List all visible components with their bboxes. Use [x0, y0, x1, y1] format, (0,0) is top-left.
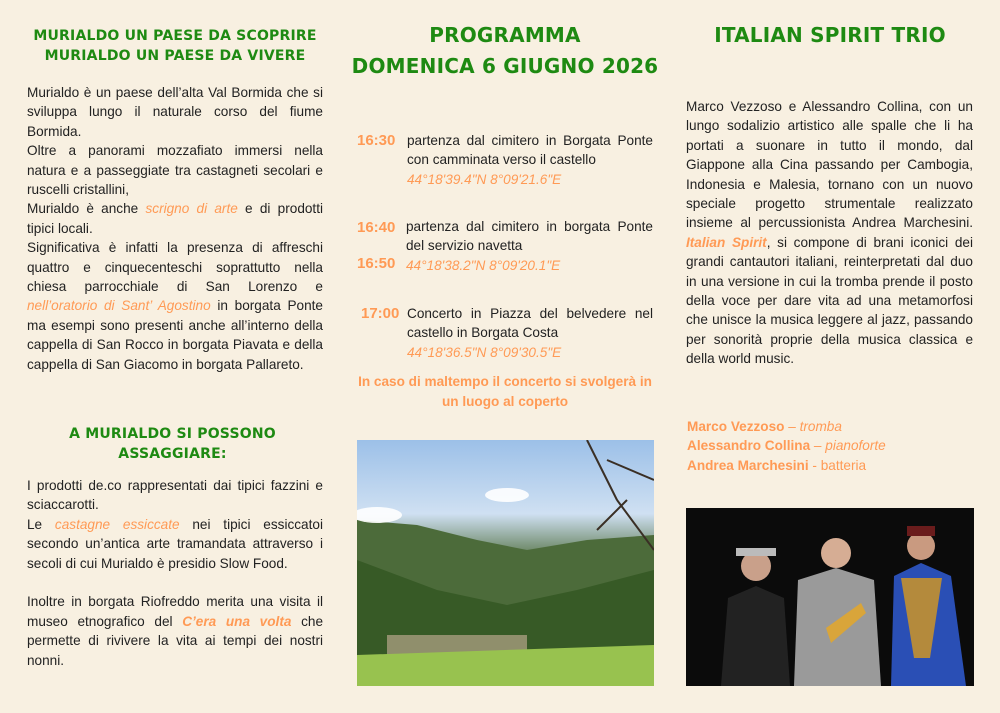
- member-role: pianoforte: [825, 438, 886, 454]
- separator: -: [808, 457, 821, 473]
- highlight: nell’oratorio di Sant’ Agostino: [27, 298, 211, 314]
- event-3: [357, 304, 657, 364]
- paragraph: [27, 238, 323, 374]
- member-name: Marco Vezzoso: [687, 419, 785, 434]
- event-1: [357, 131, 657, 191]
- highlight: Italian Spirit: [686, 234, 767, 250]
- intro-text: [27, 83, 323, 374]
- paragraph: [27, 199, 323, 238]
- event-time: 16:40: [357, 219, 396, 236]
- event-text: partenza dal cimitero in Borgata Ponte con camminata verso il castello: [407, 133, 653, 168]
- member: [687, 456, 977, 475]
- highlight: scrigno di arte: [145, 201, 238, 217]
- event-time: 17:00: [361, 305, 400, 322]
- program-title: [345, 20, 665, 82]
- event-text: Concerto in Piazza del belvedere nel castello in Borgata Costa: [407, 306, 653, 341]
- text: , si compone di brani iconici dei grandi cantautori italiani, reinterpretati dal duo in una versione in cui la tromba prende il posto della voce per dare vita ad una metamorfosi che unisce la musica leggere al jazz, passando per sonorità proprie della musica classica e della world music.: [686, 234, 973, 367]
- landscape-photo: [357, 440, 654, 686]
- member: [687, 417, 977, 436]
- text: Murialdo è anche: [27, 201, 146, 217]
- trio-photo: [686, 508, 974, 686]
- event-coord: 44°18'36.5"N 8°09'30.5"E: [407, 344, 562, 360]
- member-name: Alessandro Collina: [687, 438, 811, 454]
- member-name: Andrea Marchesini: [687, 457, 809, 473]
- paragraph: I prodotti de.co rappresentati dai tipici fazzini e sciaccarotti.: [27, 478, 323, 513]
- text: che permette di rivivere la vita ai tempi dei nostri nonni.: [27, 613, 324, 668]
- heading-line: MURIALDO UN PAESE DA SCOPRIRE: [33, 28, 317, 44]
- text: Marco Vezzoso e Alessandro Collina, con un lungo sodalizio artistico alle spalle che li ha portati a suonare in tutto il mondo, dal Giappone alla Cina passando per Cambogia, Indonesia e Malesia, tornano con un nuovo speciale progetto strumentale realizzato insieme al percussionista Andrea Marchesini.: [686, 99, 973, 231]
- paragraph: Murialdo è un paese dell’alta Val Bormida che si sviluppa lungo il naturale corso del fiume Bormida.: [27, 85, 323, 139]
- text: e di prodotti tipici locali.: [27, 201, 324, 236]
- text: Le: [27, 516, 55, 532]
- paragraph: [27, 515, 323, 573]
- paragraph: Oltre a panorami mozzafiato immersi nella natura e a passeggiate tra castagneti secolari e ruscelli cristallini,: [27, 143, 323, 198]
- event-time: 16:50: [357, 255, 396, 272]
- text: in borgata Ponte ma esempi sono presenti anche all’interno della cappella di San Rocco in borgata Piavata e della cappella di San Giacomo in borgata Pallareto.: [27, 298, 323, 372]
- member-role: tromba: [799, 419, 842, 434]
- text: Significativa è infatti la presenza di affreschi quattro e cinquecenteschi soprattutto nella chiesa parrocchiale di San Lorenzo e: [27, 240, 323, 295]
- event-time: 16:30: [357, 132, 396, 149]
- event-coord: 44°18'39.4"N 8°09'21.6"E: [407, 171, 562, 187]
- paragraph: [27, 592, 323, 670]
- event-2: [357, 217, 657, 277]
- members-list: [687, 417, 977, 475]
- title-line: DOMENICA 6 GIUGNO 2026: [351, 54, 659, 78]
- event-coord: 44°18'38.2"N 8°09'20.1"E: [406, 257, 561, 273]
- products-text: [27, 476, 323, 670]
- trio-title: ITALIAN SPIRIT TRIO: [714, 23, 946, 47]
- title-line: PROGRAMMA: [429, 23, 581, 47]
- event-text: partenza dal cimitero in borgata Ponte del servizio navetta: [406, 219, 653, 254]
- text: nei tipici essiccatoi secondo un’antica arte tramandata attraverso i secoli di cui Murialdo è presidio Slow Food.: [27, 516, 323, 571]
- heading-line: MURIALDO UN PAESE DA VIVERE: [44, 48, 306, 64]
- heading-line: ASSAGGIARE:: [118, 446, 227, 462]
- member-role: batteria: [820, 457, 867, 473]
- heading-discover: [20, 26, 330, 66]
- highlight: castagne essiccate: [54, 516, 180, 532]
- trio-figures: [686, 508, 974, 686]
- separator: –: [810, 438, 826, 454]
- heading-taste: [20, 424, 325, 464]
- trio-description: [686, 97, 973, 369]
- text: Inoltre in borgata Riofreddo merita una visita il museo etnografico del: [27, 594, 323, 629]
- landscape-mountains: [357, 440, 654, 686]
- weather-note: In caso di maltempo il concerto si svolgerà in un luogo al coperto: [358, 374, 652, 409]
- highlight: C’era una volta: [182, 613, 292, 629]
- heading-line: A MURIALDO SI POSSONO: [69, 426, 276, 442]
- member: [687, 436, 977, 455]
- separator: –: [784, 419, 800, 434]
